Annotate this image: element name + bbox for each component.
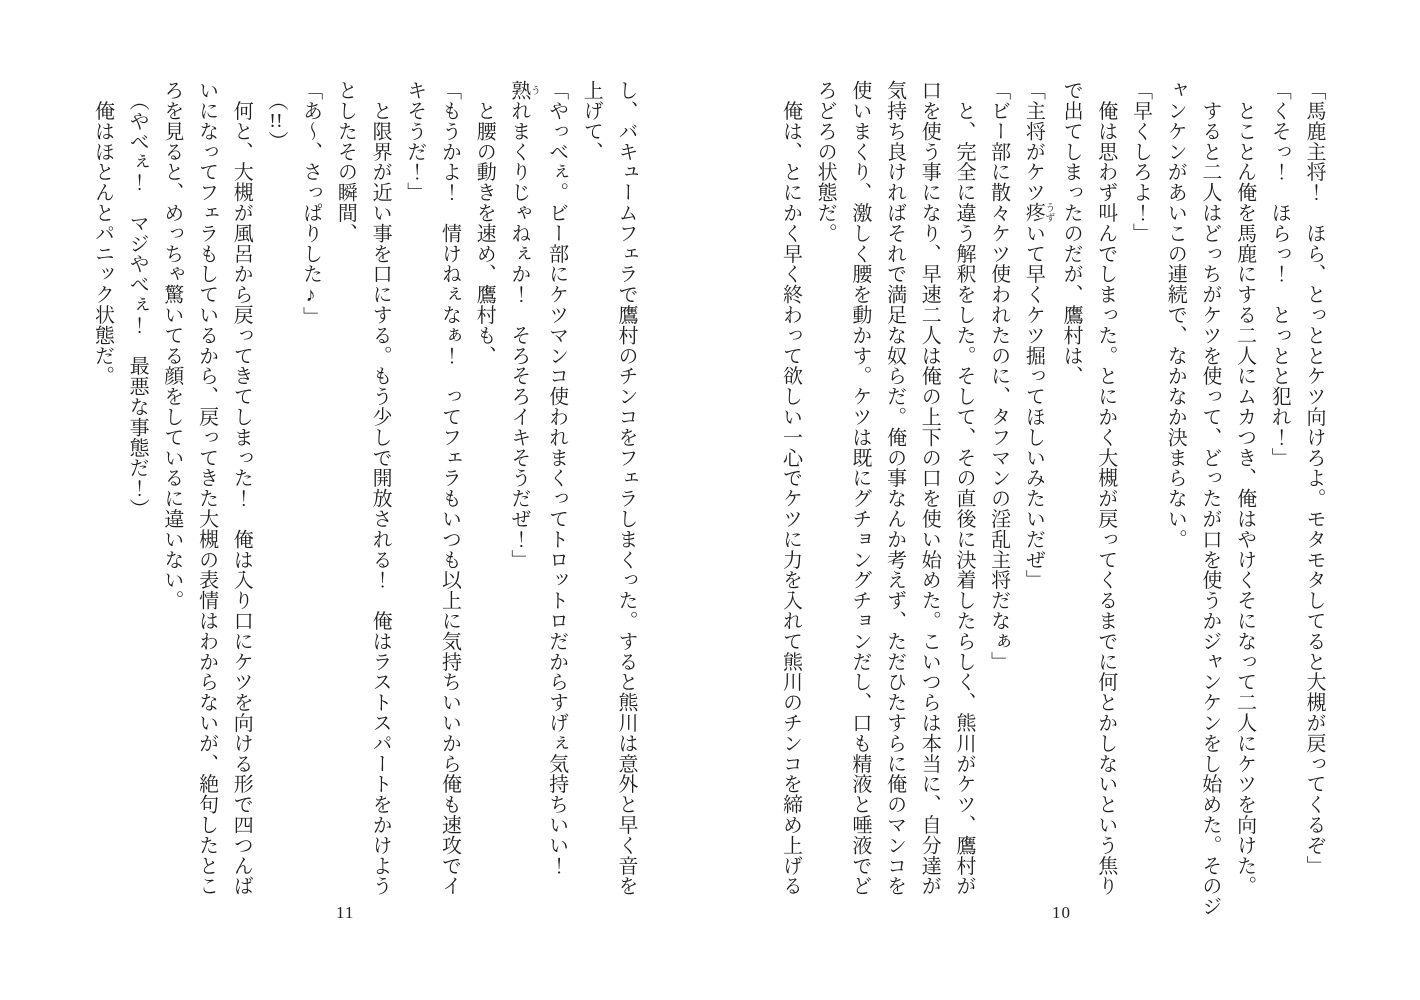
text-column: 「あ〜、さっぱりした♪」	[299, 80, 322, 327]
page-10-text	[775, 80, 1331, 940]
text-column: 「もうかよ！ 情けねぇなぁ！ ってフェラもいつも以上に気持ちいいから俺も速攻でイ	[438, 80, 461, 896]
text-column: 俺は、とにかく早く終わって欲しい一心でケツに力を入れて熊川のチンコを締め上げる	[779, 80, 802, 896]
text-column: 「馬鹿主将！ ほら、とっととケツ向けろよ。モタモタしてると大槻が戻ってくるぞ」	[1303, 80, 1325, 876]
text-column: 俺はほとんとパニック状態だ。	[91, 80, 114, 386]
ruby-annotated-text: 熟う	[507, 80, 540, 101]
text-column: 熟うれまくりじゃねぇか！ そろそろイキそうだぜ！」	[507, 80, 540, 570]
page-11-text	[87, 80, 643, 940]
text-column: し、バキュームフェラで鷹村のチンコをフェラしまくった。すると熊川は意外と早く音を	[615, 80, 637, 896]
text-column: キそうだ！」	[403, 80, 426, 203]
text-column: ャンケンがあいこの連続で、なかなか決まらない。	[1164, 80, 1187, 550]
text-column: と腰の動きを速め、鷹村も、	[473, 80, 496, 366]
text-column: とことん俺を馬鹿にする二人にムカつき、俺はやけくそになって二人にケツを向けた。	[1233, 80, 1256, 896]
text-column: 「ビー部に散々ケツ使われたのに、タフマンの淫乱主将だなぁ」	[987, 80, 1010, 672]
text-column: 何と、大槻が風呂から戻ってきてしまった！ 俺は入り口にケツを向ける形で四つんば	[230, 80, 253, 896]
text-column: 「やっべぇ。ビー部にケツマンコ使われまくってトロットロだからすげぇ気持ちいい！	[545, 80, 568, 876]
text-column: 「くそっ！ ほらっ！ とっとと犯れ！」	[1268, 80, 1291, 468]
text-column: 上げて、	[580, 80, 603, 162]
ruby-annotated-text: 疼うず	[1022, 202, 1054, 223]
text-column: すると二人はどっちがケツを使って、どったが口を使うかジャンケンをし始めた。そのジ	[1198, 80, 1221, 917]
text-column: ろどろの状態だ。	[814, 80, 837, 244]
text-column: 口を使う事になり、早速二人は俺の上下の口を使い始めた。こいつらは本当に、自分達が	[918, 80, 941, 896]
text-column: ろを見ると、めっちゃ驚いてる顔をしているに違いない。	[160, 80, 183, 611]
text-column: 俺は思わず叫んでしまった。とにかく大槻が戻ってくるまでに何とかしないという焦り	[1094, 80, 1117, 896]
page-number-left: 11	[336, 903, 355, 922]
text-column: 「早くしろよ！」	[1129, 80, 1152, 244]
text-column: （やべぇ！ マジやべぇ！ 最悪な事態だ！）	[126, 80, 149, 519]
text-column: と限界が近い事を口にする。もう少しで開放される！ 俺はラストスパートをかけよう	[369, 80, 392, 896]
text-column: いになってフェラもしているから、戻ってきた大槻の表情はわからないが、絶句したとこ	[195, 80, 218, 896]
text-column: と、完全に違う解釈をした。そして、その直後に決着したらしく、熊川がケツ、鷹村が	[952, 80, 975, 896]
text-column: 「主将がケツ疼うずいて早くケツ掘ってほしいみたいだぜ」	[1022, 80, 1054, 591]
text-column: で出てしまったのだが、鷹村は、	[1060, 80, 1083, 386]
page-number-right: 10	[1052, 903, 1071, 922]
text-column: 気持ち良ければそれで満足な奴らだ。俺の事なんか考えず、ただひたすらに俺のマンコを	[883, 80, 906, 896]
text-column: 使いまくり、激しく腰を動かす。ケツは既にグチョングチョンだし、口も精液と唾液でど	[848, 80, 871, 896]
text-column: （!!）	[264, 80, 287, 152]
text-column: としたその瞬間、	[334, 80, 357, 244]
tate-chu-yoko-text: !!	[269, 110, 283, 131]
